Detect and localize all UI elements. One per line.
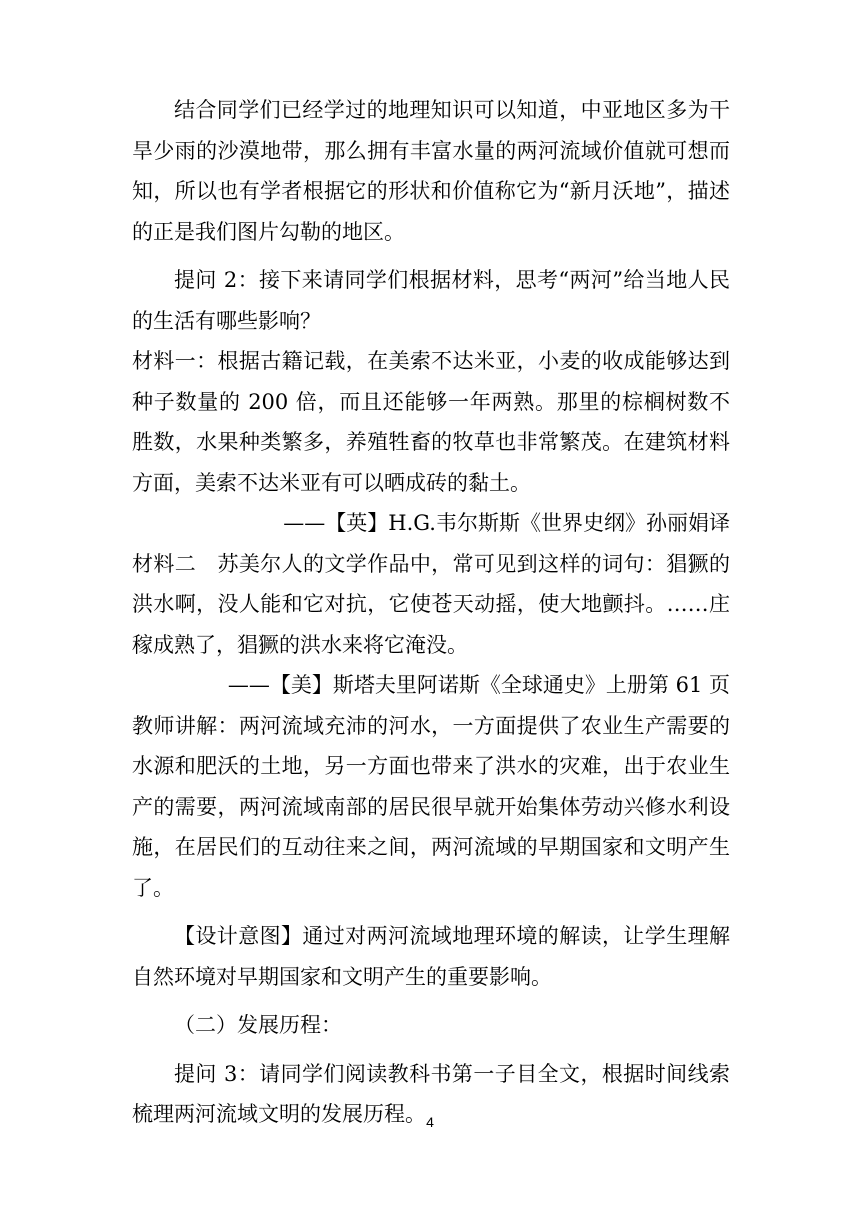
section-heading-development: （二）发展历程： xyxy=(174,1013,342,1037)
material-one-source: ——【英】H.G.韦尔斯斯《世界史纲》孙丽娟译 xyxy=(283,511,730,535)
intro-paragraph: 结合同学们已经学过的地理知识可以知道，中亚地区多为干旱少雨的沙漠地带，那么拥有丰富水量的两河流域价值就可想而知，所以也有学者根据它的形状和价值称它为“新月沃地”，描述的正是我们图片勾勒的地区。 xyxy=(132,98,730,244)
design-intent: 【设计意图】通过对两河流域地理环境的解读，让学生理解自然环境对早期国家和文明产生的重要影响。 xyxy=(132,924,730,989)
material-two: 材料二 苏美尔人的文学作品中，常可见到这样的词句：猖獗的洪水啊，没人能和它对抗，它使苍天动摇，使大地颤抖。……庄稼成熟了，猖獗的洪水来将它淹没。 xyxy=(132,551,730,657)
material-two-source: ——【美】斯塔夫里阿诺斯《全球通史》上册第 61 页 xyxy=(227,673,730,697)
page-number: 4 xyxy=(426,1114,434,1130)
document-page xyxy=(132,90,730,1135)
material-one: 材料一：根据古籍记载，在美索不达米亚，小麦的收成能够达到种子数量的 200 倍，而且还能够一年两熟。那里的棕榈树数不胜数，水果种类繁多，养殖牲畜的牧草也非常繁茂。在建筑材料方面，美索不达米亚有可以晒成砖的黏土。 xyxy=(132,349,730,495)
teacher-explanation: 教师讲解：两河流域充沛的河水，一方面提供了农业生产需要的水源和肥沃的土地，另一方面也带来了洪水的灾难，出于农业生产的需要，两河流域南部的居民很早就开始集体劳动兴修水利设施，在居民们的互动往来之间，两河流域的早期国家和文明产生了。 xyxy=(132,713,730,900)
question-3: 提问 3：请同学们阅读教科书第一子目全文，根据时间线索梳理两河流域文明的发展历程。 xyxy=(132,1061,730,1126)
question-2: 提问 2：接下来请同学们根据材料，思考“两河”给当地人民的生活有哪些影响？ xyxy=(132,268,730,333)
